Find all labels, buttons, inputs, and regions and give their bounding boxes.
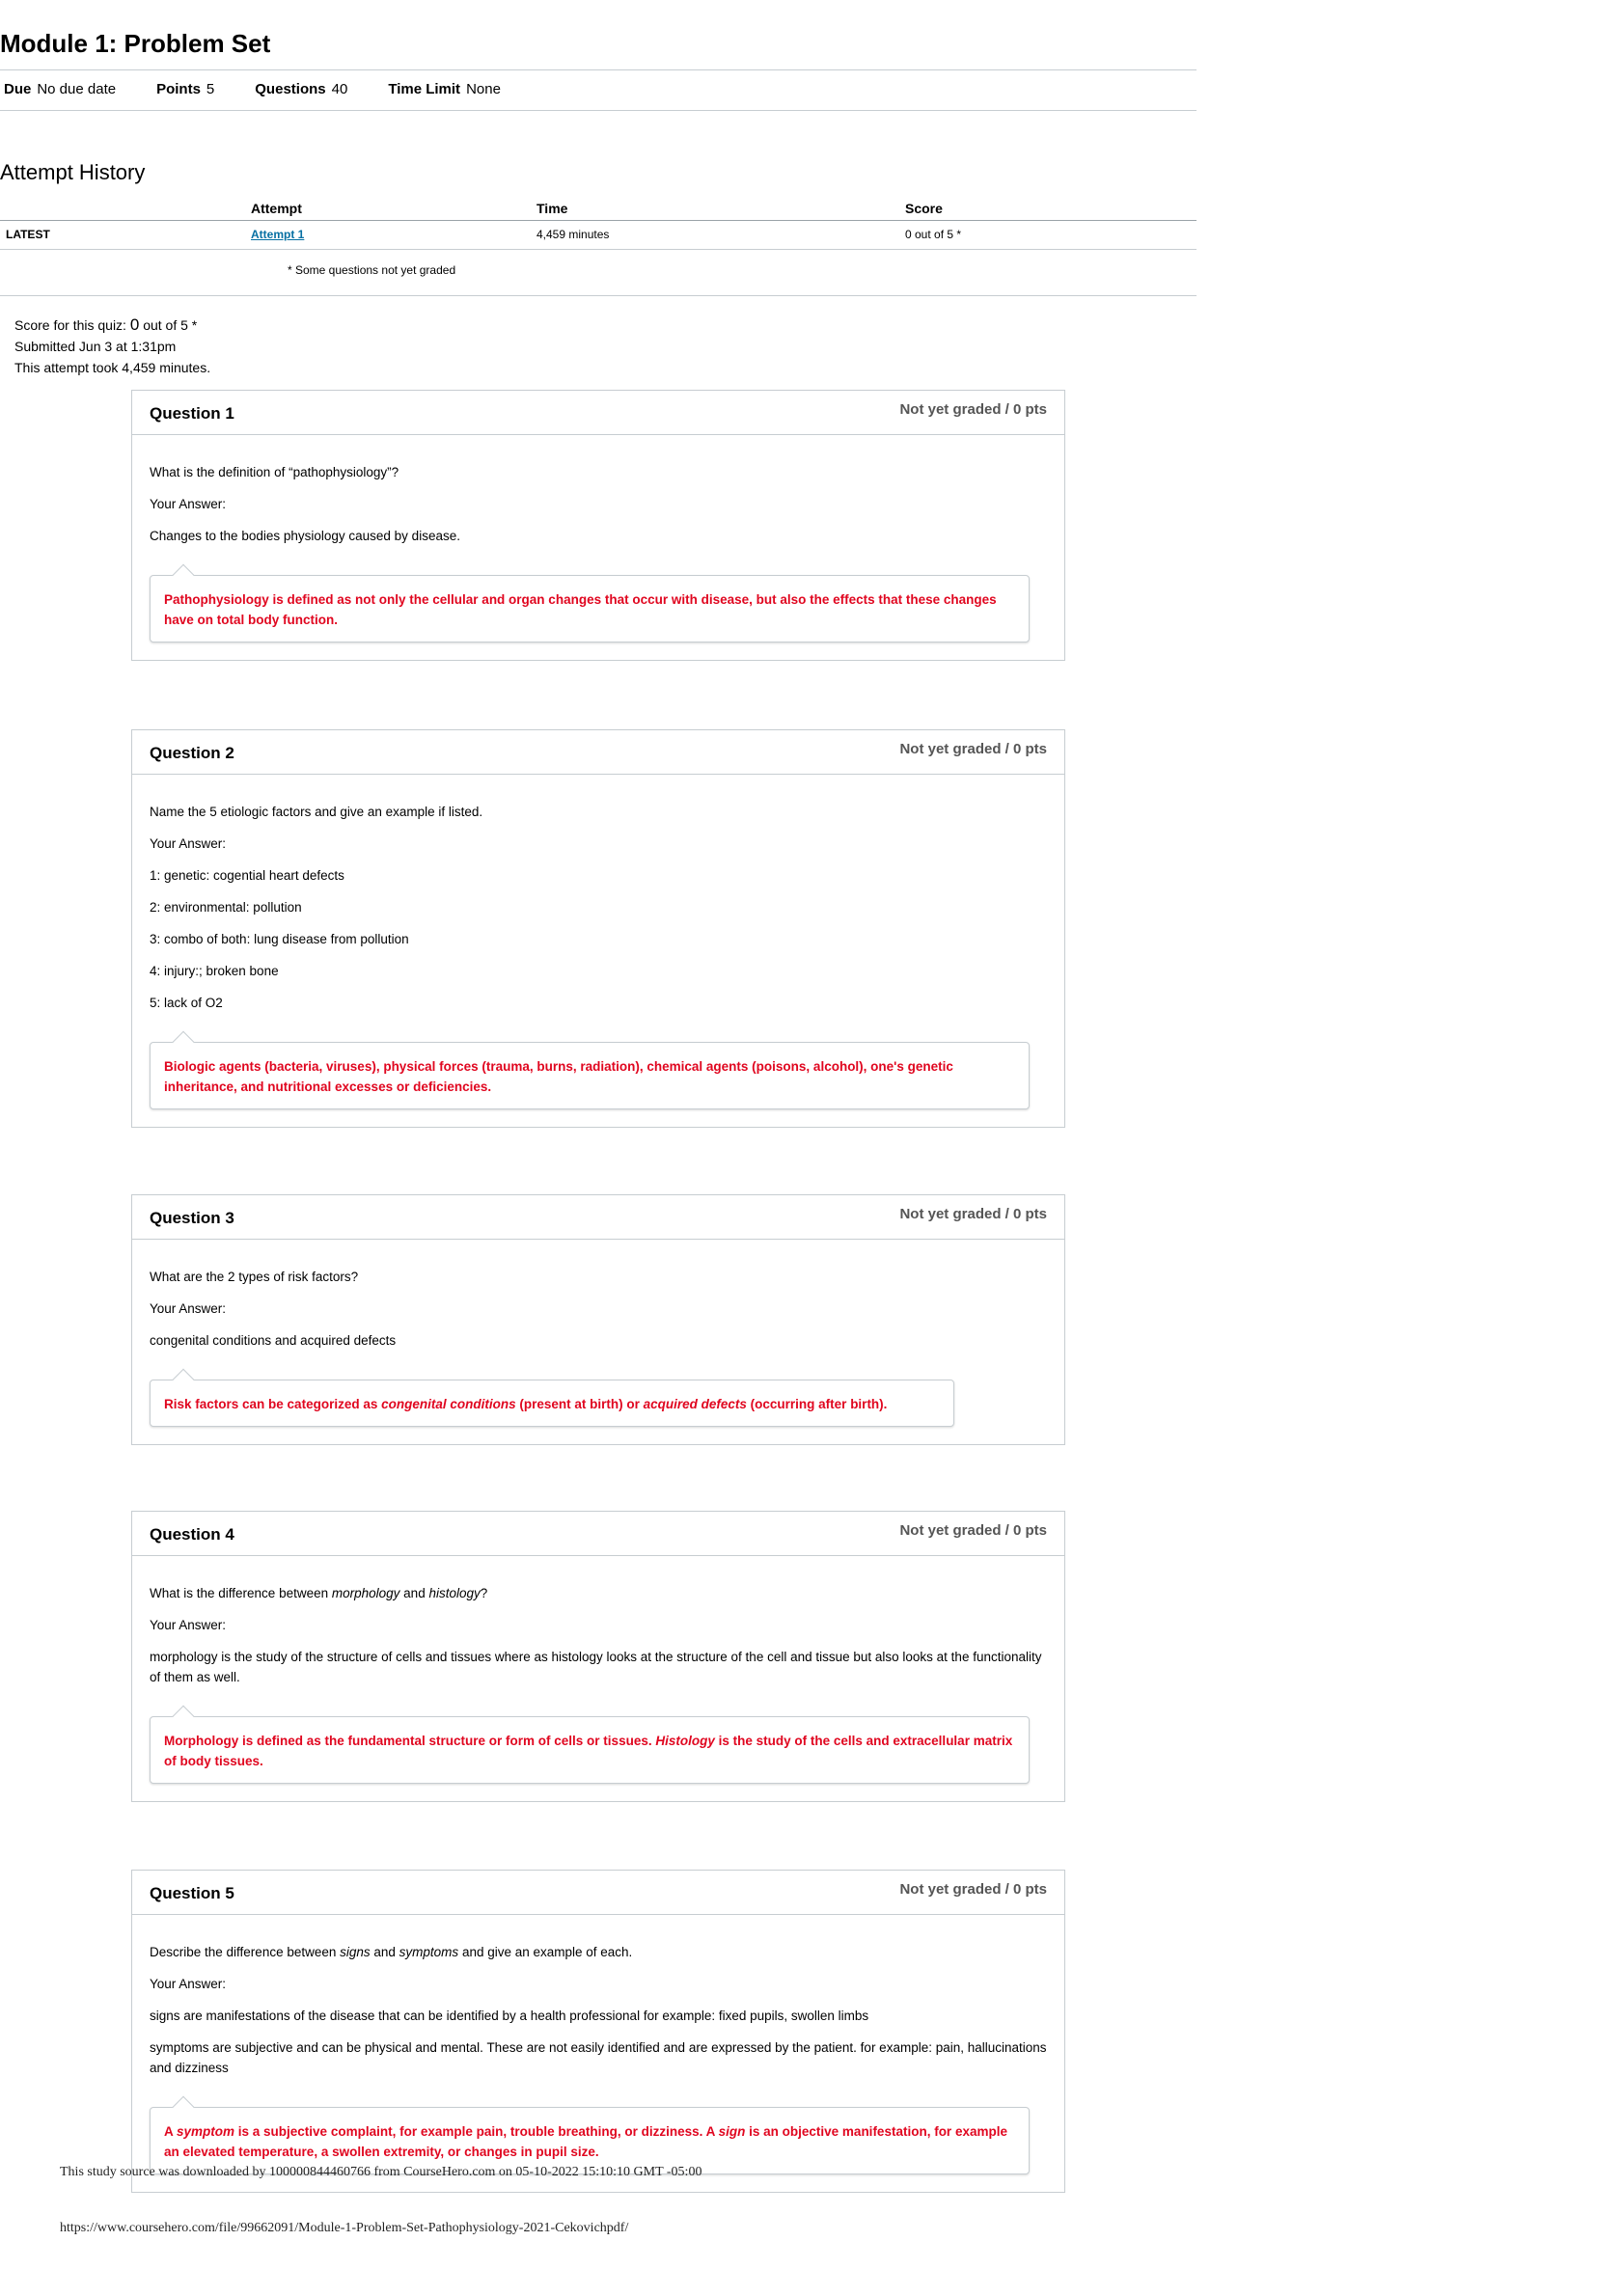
answer-feedback: Morphology is defined as the fundamental structure or form of cells or tissues. Histology is the study of the cells and extracellular matrix of body tissues. xyxy=(150,1716,1030,1784)
quiz-score: Score for this quiz: 0 out of 5 * xyxy=(14,315,198,334)
header-score: Score xyxy=(905,201,943,216)
meta-due: Due No due date xyxy=(4,81,117,97)
question-title: Question 5 xyxy=(150,1884,234,1902)
divider xyxy=(0,295,1197,296)
page-title: Module 1: Problem Set xyxy=(0,29,271,58)
answer-label: Your Answer: xyxy=(150,836,227,851)
header-attempt: Attempt xyxy=(251,201,302,216)
answer-label: Your Answer: xyxy=(150,497,227,511)
question-body xyxy=(132,1240,1064,1444)
question-body xyxy=(132,775,1064,1127)
answer-feedback: Risk factors can be categorized as congenital conditions (present at birth) or acquired defects (occurring after birth). xyxy=(150,1380,954,1427)
divider xyxy=(0,110,1197,111)
question-header xyxy=(132,391,1064,435)
answer-text: symptoms are subjective and can be physical and mental. These are not easily identified and are expressed by the patient. for example: pain, hallucinations and dizziness xyxy=(150,2040,1047,2075)
grading-note: * Some questions not yet graded xyxy=(288,263,456,277)
question-card xyxy=(131,729,1065,1128)
score-summary xyxy=(14,314,210,378)
attempt-link[interactable]: Attempt 1 xyxy=(251,228,305,241)
question-points: Not yet graded / 0 pts xyxy=(899,1881,1047,1898)
notch-shape xyxy=(173,1031,195,1053)
answer-text: morphology is the study of the structure of cells and tissues where as histology looks at the structure of the cell and tissue but also looks at the functionality of them as well. xyxy=(150,1650,1042,1684)
notch-shape xyxy=(173,1369,195,1391)
attempt-score: 0 out of 5 * xyxy=(905,228,962,241)
divider xyxy=(0,69,1197,70)
question-body xyxy=(132,1556,1064,1801)
meta-time-limit: Time Limit None xyxy=(388,81,501,97)
question-title: Question 1 xyxy=(150,404,234,423)
answer-text: Changes to the bodies physiology caused by disease. xyxy=(150,529,460,543)
question-card xyxy=(131,1194,1065,1445)
answer-text: 3: combo of both: lung disease from pollution xyxy=(150,932,409,946)
answer-label: Your Answer: xyxy=(150,1618,227,1632)
question-prompt: Describe the difference between signs and symptoms and give an example of each. xyxy=(150,1945,633,1959)
question-points: Not yet graded / 0 pts xyxy=(899,401,1047,418)
question-header xyxy=(132,1512,1064,1556)
question-header xyxy=(132,1871,1064,1915)
notch-shape xyxy=(173,2096,195,2118)
answer-label: Your Answer: xyxy=(150,1301,227,1316)
meta-questions: Questions 40 xyxy=(255,81,348,97)
question-card xyxy=(131,390,1065,661)
question-body xyxy=(132,1915,1064,2192)
question-prompt: What is the definition of “pathophysiology”? xyxy=(150,465,399,479)
question-points: Not yet graded / 0 pts xyxy=(899,741,1047,757)
quiz-meta xyxy=(4,81,501,97)
attempt-history-title: Attempt History xyxy=(0,160,146,184)
question-points: Not yet graded / 0 pts xyxy=(899,1206,1047,1222)
question-header xyxy=(132,1195,1064,1240)
question-card xyxy=(131,1870,1065,2193)
question-prompt: What are the 2 types of risk factors? xyxy=(150,1270,359,1284)
attempt-time: 4,459 minutes xyxy=(536,228,610,241)
notch-shape xyxy=(173,564,195,587)
answer-text: congenital conditions and acquired defects xyxy=(150,1333,397,1348)
divider xyxy=(0,249,1197,250)
question-prompt: What is the difference between morphology and histology? xyxy=(150,1586,488,1600)
answer-feedback: Pathophysiology is defined as not only the cellular and organ changes that occur with disease, but also the effects that these changes have on total body function. xyxy=(150,575,1030,642)
question-title: Question 2 xyxy=(150,744,234,762)
answer-text: 5: lack of O2 xyxy=(150,996,223,1010)
attempt-status: LATEST xyxy=(6,228,50,241)
attempt-duration: This attempt took 4,459 minutes. xyxy=(14,360,211,375)
question-title: Question 3 xyxy=(150,1209,234,1227)
source-url: https://www.coursehero.com/file/99662091/Module-1-Problem-Set-Pathophysiology-2021-Cekovichpdf/ xyxy=(60,2221,629,2235)
question-card xyxy=(131,1511,1065,1802)
question-body xyxy=(132,435,1064,660)
notch-shape xyxy=(173,1706,195,1728)
answer-text: 2: environmental: pollution xyxy=(150,900,302,915)
answer-label: Your Answer: xyxy=(150,1977,227,1991)
answer-text: 4: injury:; broken bone xyxy=(150,964,279,978)
source-watermark: This study source was downloaded by 100000844460766 from CourseHero.com on 05-10-2022 15:10:10 GMT -05:00 xyxy=(60,2165,702,2179)
question-header xyxy=(132,730,1064,775)
divider xyxy=(0,220,1197,221)
submitted-time: Submitted Jun 3 at 1:31pm xyxy=(14,339,177,354)
answer-text: signs are manifestations of the disease that can be identified by a health professional for example: fixed pupils, swollen limbs xyxy=(150,2009,869,2023)
answer-feedback: A symptom is a subjective complaint, for example pain, trouble breathing, or dizziness. A sign is an objective manifestation, for example an elevated temperature, a swollen extremity, or changes in pupil size. xyxy=(150,2107,1030,2174)
question-title: Question 4 xyxy=(150,1525,234,1544)
header-time: Time xyxy=(536,201,568,216)
question-points: Not yet graded / 0 pts xyxy=(899,1522,1047,1539)
question-prompt: Name the 5 etiologic factors and give an example if listed. xyxy=(150,805,483,819)
meta-points: Points 5 xyxy=(156,81,215,97)
answer-text: 1: genetic: cogential heart defects xyxy=(150,868,344,883)
answer-feedback: Biologic agents (bacteria, viruses), physical forces (trauma, burns, radiation), chemical agents (poisons, alcohol), one's genetic inheritance, and nutritional excesses or deficiencies. xyxy=(150,1042,1030,1109)
